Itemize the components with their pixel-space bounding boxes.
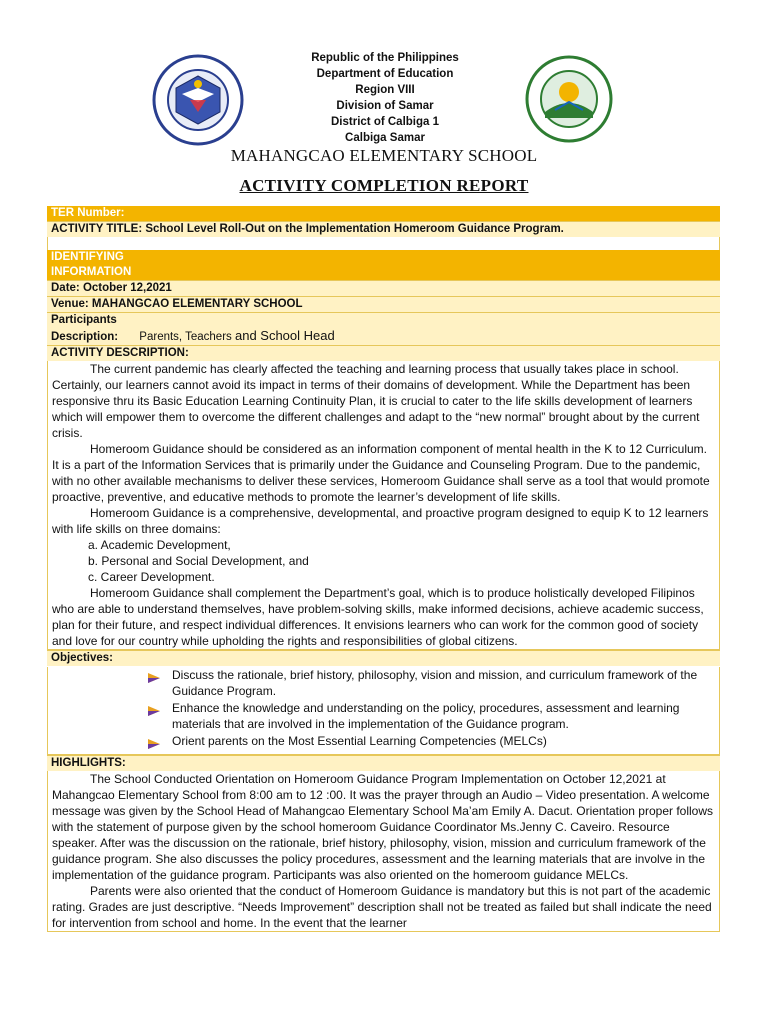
description-value: Parents, Teachers [139, 331, 232, 343]
header-line: Department of Education [316, 68, 454, 80]
highlights-paragraph: The School Conducted Orientation on Homeroom Guidance Program Implementation on October 12,2021 at Mahangcao Elementary School from 8:00 am to 12 :00. It was the prayer through an Audio – Video presentation. A welcome message was given by the School Head of Mahangcao Elementary School Ma’am Emily A. Dacut. Orientation proper follows with the statement of purpose given by the school homeroom Guidance Coordinator Ms.Jenny C. Caveiro. Resource speaker. After was the discussion on the rationale, brief history, philosophy, vision, mission and curriculum framework of the guidance program. She also discusses the policy procedures, assessment and the learning materials that are involve in the implementation of the guidance program. Participants was also oriented on the homeroom guidance MELCs. [52, 772, 713, 882]
activity-description-label: ACTIVITY DESCRIPTION: [47, 345, 720, 361]
highlights-body [47, 771, 720, 932]
objectives-label: Objectives: [47, 650, 720, 666]
header-line: Calbiga Samar [345, 132, 425, 144]
highlights-label: HIGHLIGHTS: [47, 755, 720, 771]
header-line: Region VIII [355, 84, 415, 96]
objective-item [52, 733, 715, 753]
description-line [51, 328, 716, 345]
identifying-line: INFORMATION [51, 266, 132, 278]
ter-number-row: TER Number: [47, 206, 720, 221]
report-title: ACTIVITY COMPLETION REPORT [239, 176, 529, 195]
description-paragraph: Homeroom Guidance shall complement the Department’s goal, which is to produce holistically developed Filipinos who are able to understand themselves, have problem-solving skills, make informed decisions, achieve academic success, plan for their future, and respect individual differences. It envisions learners who can work for the common good of society and love for our country while upholding the rights and responsibilities of global citizens. [52, 586, 704, 648]
objective-text: Orient parents on the Most Essential Learning Competencies (MELCs) [172, 734, 547, 748]
arrow-bullet-icon [148, 739, 160, 749]
spacer [47, 237, 720, 250]
objectives-body [47, 667, 720, 755]
participants-label: Participants [51, 314, 117, 326]
deped-seal-icon [140, 54, 256, 146]
header-line: Republic of the Philippines [311, 52, 459, 64]
objective-item [52, 667, 715, 699]
activity-description-body [47, 361, 720, 650]
description-paragraph: Homeroom Guidance is a comprehensive, developmental, and proactive program designed to equip K to 12 learners with life skills on three domains: [52, 506, 709, 536]
header-line: District of Calbiga 1 [331, 116, 439, 128]
school-seal-icon [510, 54, 628, 144]
date-row: Date: October 12,2021 [47, 280, 720, 296]
activity-title-row: ACTIVITY TITLE: School Level Roll-Out on the Implementation Homeroom Guidance Program. [47, 221, 720, 237]
header-block [250, 50, 520, 146]
highlights-paragraph: Parents were also oriented that the conduct of Homeroom Guidance is mandatory but this is not part of the academic rating. Grades are just descriptive. “Needs Improvement” description shall not be treated as failed but shall indicate the need for intervention from school and home. In the event that the learner [52, 884, 712, 930]
venue-row: Venue: MAHANGCAO ELEMENTARY SCHOOL [47, 296, 720, 312]
domain-item: a. Academic Development, [88, 538, 231, 552]
identifying-information-header [47, 250, 720, 280]
arrow-bullet-icon [148, 673, 160, 683]
description-paragraph: The current pandemic has clearly affected the teaching and learning process that usually takes place in school. Certainly, our learners cannot avoid its impact in terms of their domains of development. While the Department has been responsive thru its Basic Education Learning Continuity Plan, it is crucial to cater to the life skills development of learners which will empower them to overcome the different challenges and adapt to the “new normal” brought about by the current crisis. [52, 362, 700, 440]
description-value-2: and School Head [234, 328, 335, 343]
arrow-bullet-icon [148, 706, 160, 716]
report-form [47, 206, 720, 932]
objective-item [52, 700, 715, 732]
domain-item: b. Personal and Social Development, and [88, 554, 309, 568]
objective-text: Enhance the knowledge and understanding on the policy, procedures, assessment and learning materials that are involved in the implementation of the Guidance program. [172, 701, 680, 731]
header-line: Division of Samar [336, 100, 434, 112]
identifying-line: IDENTIFYING [51, 251, 124, 263]
participants-row [47, 312, 720, 345]
domain-item: c. Career Development. [88, 570, 215, 584]
description-paragraph: Homeroom Guidance should be considered as an information component of mental health in the K to 12 Curriculum. It is a part of the Information Services that is primarily under the Guidance and Counseling Program. Due to the pandemic, with no other available mechanisms to deliver these services, Homeroom Guidance shall serve as a tool that would promote proactive, preventive, and educative methods to promote the learner’s development of life skills. [52, 442, 710, 504]
school-name: MAHANGCAO ELEMENTARY SCHOOL [230, 146, 538, 165]
objective-text: Discuss the rationale, brief history, philosophy, vision and mission, and curriculum framework of the Guidance Program. [172, 668, 698, 698]
description-label: Description: [51, 331, 119, 343]
